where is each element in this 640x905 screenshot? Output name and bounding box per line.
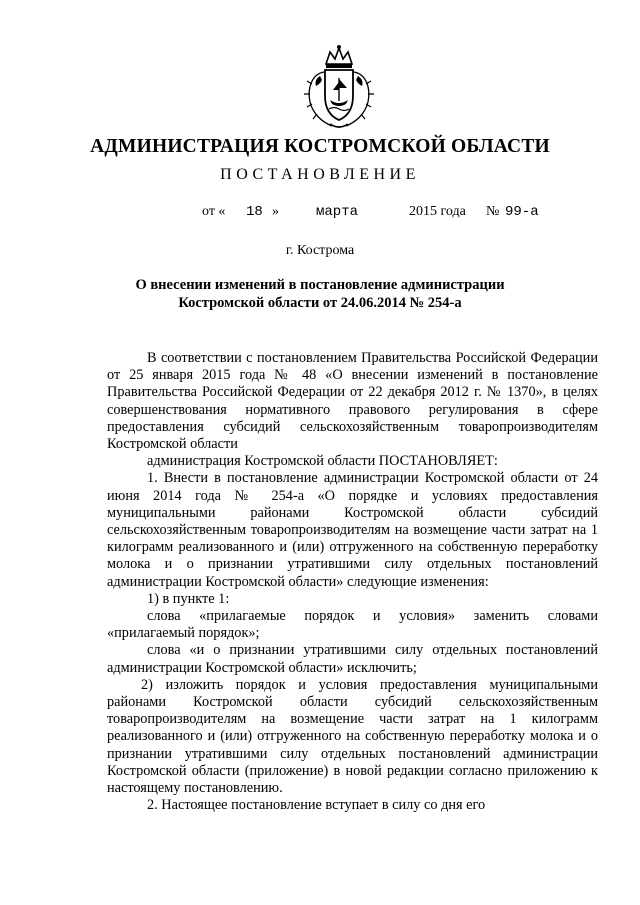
date-year: 2015 года (409, 204, 466, 219)
city-name: г. Кострома (285, 243, 355, 258)
date-close: » (272, 204, 279, 219)
paragraph-preamble: В соответствии с постановлением Правительства Российской Федерации от 25 января 2015 года № 48 «О внесении изменений в постановление Правительства Российской Федерации от 22 декабря 2012 г. № 1370», в целях совершенствования нормативного правового регулирования в сфере предоставления субсидий сельскохозяйственным товаропроизводителям Костромской области (107, 350, 598, 453)
organization-name: АДМИНИСТРАЦИЯ КОСТРОМСКОЙ ОБЛАСТИ (90, 136, 550, 157)
document-title (0, 276, 640, 312)
paragraph-item-1: 1. Внести в постановление администрации Костромской области от 24 июня 2014 года № 254-а «О порядке и условиях предоставления муниципальными районами Костромской области субсидий сельскохозяйственным товаропроизводителям на возмещение части затрат на 1 килограмм реализованного и (или) отгруженного на собственную переработку молока и о признании утратившими силу отдельных постановлений администрации Костромской области» следующие изменения: (107, 470, 598, 590)
title-line-1: О внесении изменений в постановление администрации (135, 277, 505, 293)
paragraph-subitem-2: 2) изложить порядок и условия предоставления муниципальными районами Костромской области субсидий сельскохозяйственным товаропроизводителям на возмещение части затрат на 1 килограмм реализованного и (или) отгруженного на собственную переработку молока и о признании утратившими силу отдельных постановлений администрации Костромской области (приложение) в новой редакции согласно приложению к настоящему постановлению. (107, 676, 598, 797)
paragraph-remove-words: слова «и о признании утратившими силу отдельных постановлений администрации Костромской области» исключить; (107, 642, 598, 676)
paragraph-subitem-1: 1) в пункте 1: (147, 590, 230, 607)
document-type: ПОСТАНОВЛЕНИЕ (220, 166, 420, 183)
date-month: марта (316, 204, 359, 220)
paragraph-item-2: 2. Настоящее постановление вступает в силу со дня его (147, 797, 486, 814)
paragraph-resolves: администрация Костромской области ПОСТАНОВЛЯЕТ: (147, 453, 498, 470)
date-prefix: от « (202, 204, 226, 219)
document-number: 99-а (505, 204, 539, 220)
number-sign: № (486, 204, 500, 219)
paragraph-replace-words: слова «прилагаемые порядок и условия» заменить словами «прилагаемый порядок»; (107, 608, 598, 642)
title-line-2: Костромской области от 24.06.2014 № 254-а (178, 295, 462, 311)
document-body (107, 350, 598, 814)
coat-of-arms-emblem (302, 44, 376, 130)
date-day: 18 (246, 204, 263, 220)
